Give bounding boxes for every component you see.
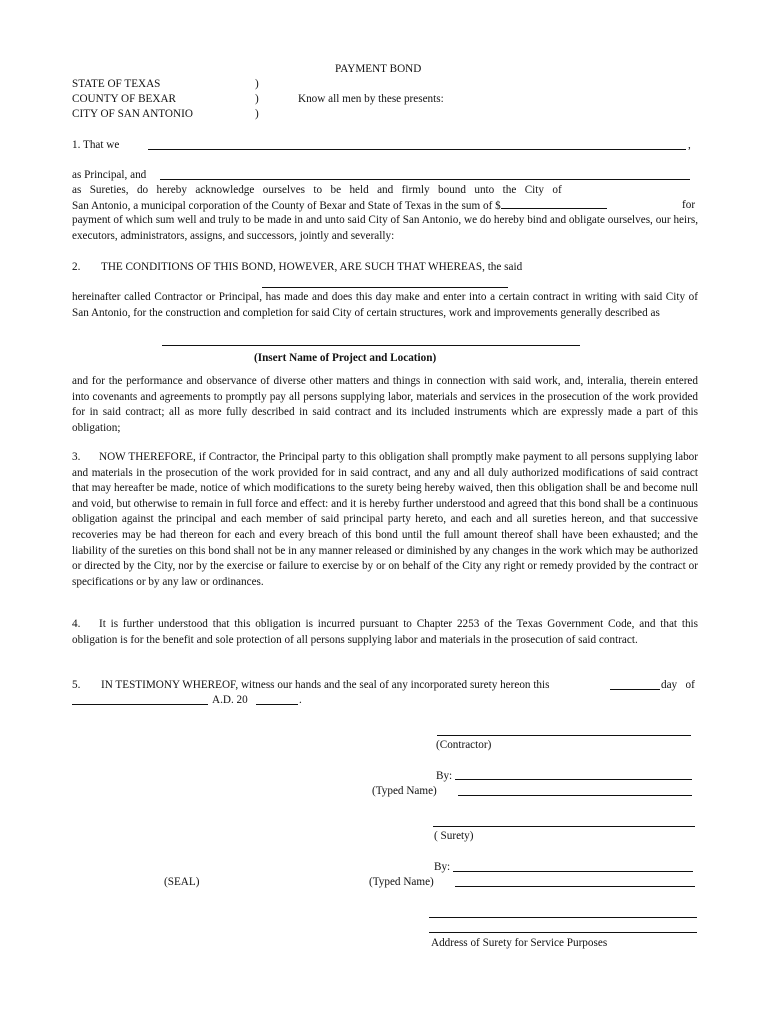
p1-for: for bbox=[682, 199, 696, 211]
p5-ad: A.D. 20 bbox=[212, 694, 248, 706]
p2-lead: THE CONDITIONS OF THIS BOND, HOWEVER, ARE SUCH THAT WHEREAS, the said bbox=[101, 261, 523, 273]
surety-by-label: By: bbox=[434, 861, 451, 873]
principal-said-blank[interactable] bbox=[262, 287, 508, 288]
p2-num: 2. bbox=[72, 261, 81, 273]
venue-paren: ) bbox=[255, 93, 259, 105]
p2-body-continued: and for the performance and observance of diverse other matters and things in connection with said work, and, interalia, therein entered into covenants and agreements to promptly pay all persons supplying labor, materials and services in the prosecution of the work provided for in said contract; all as more fully described in said contract and its included instruments which are expressly made a part of this obligation; bbox=[72, 375, 698, 434]
surety-label: ( Surety) bbox=[434, 830, 474, 842]
surety-address-line-2[interactable] bbox=[429, 932, 697, 933]
principal-name-blank[interactable] bbox=[148, 149, 686, 150]
p5-lead: IN TESTIMONY WHEREOF, witness our hands and the seal of any incorporated surety hereon this bbox=[101, 679, 550, 691]
contractor-typed-name-line[interactable] bbox=[458, 795, 692, 796]
bond-amount-blank[interactable] bbox=[501, 198, 607, 209]
project-name-blank[interactable] bbox=[162, 345, 580, 346]
surety-address-label: Address of Surety for Service Purposes bbox=[431, 937, 608, 949]
p1-sum-line bbox=[72, 198, 607, 213]
surety-by-line[interactable] bbox=[453, 871, 693, 872]
surety-address-line-1[interactable] bbox=[429, 917, 697, 918]
seal-label: (SEAL) bbox=[164, 876, 200, 888]
p5-day-of: day of bbox=[661, 679, 695, 691]
insert-project-label: (Insert Name of Project and Location) bbox=[254, 352, 437, 364]
surety-signature-line[interactable] bbox=[433, 826, 695, 827]
surety-typed-name-line[interactable] bbox=[455, 886, 695, 887]
venue-paren: ) bbox=[255, 108, 259, 120]
day-blank[interactable] bbox=[610, 689, 660, 690]
contractor-typed-name-label: (Typed Name) bbox=[372, 785, 437, 797]
year-blank[interactable] bbox=[256, 704, 298, 705]
p5-period: . bbox=[299, 694, 302, 706]
p3-paragraph bbox=[72, 450, 698, 590]
contractor-label: (Contractor) bbox=[436, 739, 492, 751]
venue-state: STATE OF TEXAS bbox=[72, 78, 161, 90]
p5-num: 5. bbox=[72, 679, 81, 691]
p2-body: hereinafter called Contractor or Principal, has made and does this day make and enter into a certain contract in writing with said City of San Antonio, for the construction and completion for said City of certain structures, work and improvements generally described as bbox=[72, 291, 698, 319]
p1-obligation-text: payment of which sum well and truly to be made in and unto said City of San Antonio, we do hereby bind and obligate ourselves, our heirs, executors, administrators, assigns, and successors, jointly and severally: bbox=[72, 214, 698, 242]
know-all-men: Know all men by these presents: bbox=[298, 93, 444, 105]
p1-sum-text: San Antonio, a municipal corporation of the County of Bexar and State of Texas in the sum of $ bbox=[72, 200, 501, 212]
surety-typed-name-label: (Typed Name) bbox=[369, 876, 434, 888]
p1-that-we: 1. That we bbox=[72, 139, 120, 151]
contractor-signature-line[interactable] bbox=[437, 735, 691, 736]
p1-as-principal: as Principal, and bbox=[72, 169, 147, 181]
p3-num: 3. bbox=[72, 451, 81, 463]
contractor-by-line[interactable] bbox=[455, 779, 692, 780]
p1-sureties-line: as Sureties, do hereby acknowledge ourselves to be held and firmly bound unto the City of bbox=[72, 184, 562, 196]
p4-text: It is further understood that this obligation is incurred pursuant to Chapter 2253 of the Texas Government Code, and that this obligation is for the benefit and sole protection of all persons supplying labor and materials in the prosecution of said contract. bbox=[72, 618, 698, 646]
venue-county: COUNTY OF BEXAR bbox=[72, 93, 177, 105]
venue-city: CITY OF SAN ANTONIO bbox=[72, 108, 193, 120]
p4-paragraph bbox=[72, 617, 698, 648]
month-blank[interactable] bbox=[72, 704, 208, 705]
p1-comma: , bbox=[688, 139, 691, 151]
document-title: PAYMENT BOND bbox=[335, 63, 422, 75]
p3-text: NOW THEREFORE, if Contractor, the Principal party to this obligation shall promptly make payment to all persons supplying labor and materials in the prosecution of the work provided for in said contract, and any and all duly authorized modifications of said contract that may hereafter be made, notice of which modifications to the surety being hereby waived, then this obligation shall be and become null and void, but otherwise to remain in full force and effect: and it is hereby further understood and agreed that this bond shall be a continuous obligation against the principal and each member of said principal party hereto, and each and all sureties hereon, and that successive recoveries may be had thereon for each and every breach of this bond until the full amount thereof shall have been exhausted; and the liability of the sureties on this bond shall not be in any manner released or diminished by any changes in the work which may be authorized or directed by the City, nor by the exercise or failure to exercise by or on behalf of the City any right or remedy provided by the contract or specifications or by any law or ordinances. bbox=[72, 451, 698, 588]
venue-paren: ) bbox=[255, 78, 259, 90]
surety-name-blank[interactable] bbox=[160, 179, 690, 180]
p4-num: 4. bbox=[72, 618, 81, 630]
contractor-by-label: By: bbox=[436, 770, 453, 782]
